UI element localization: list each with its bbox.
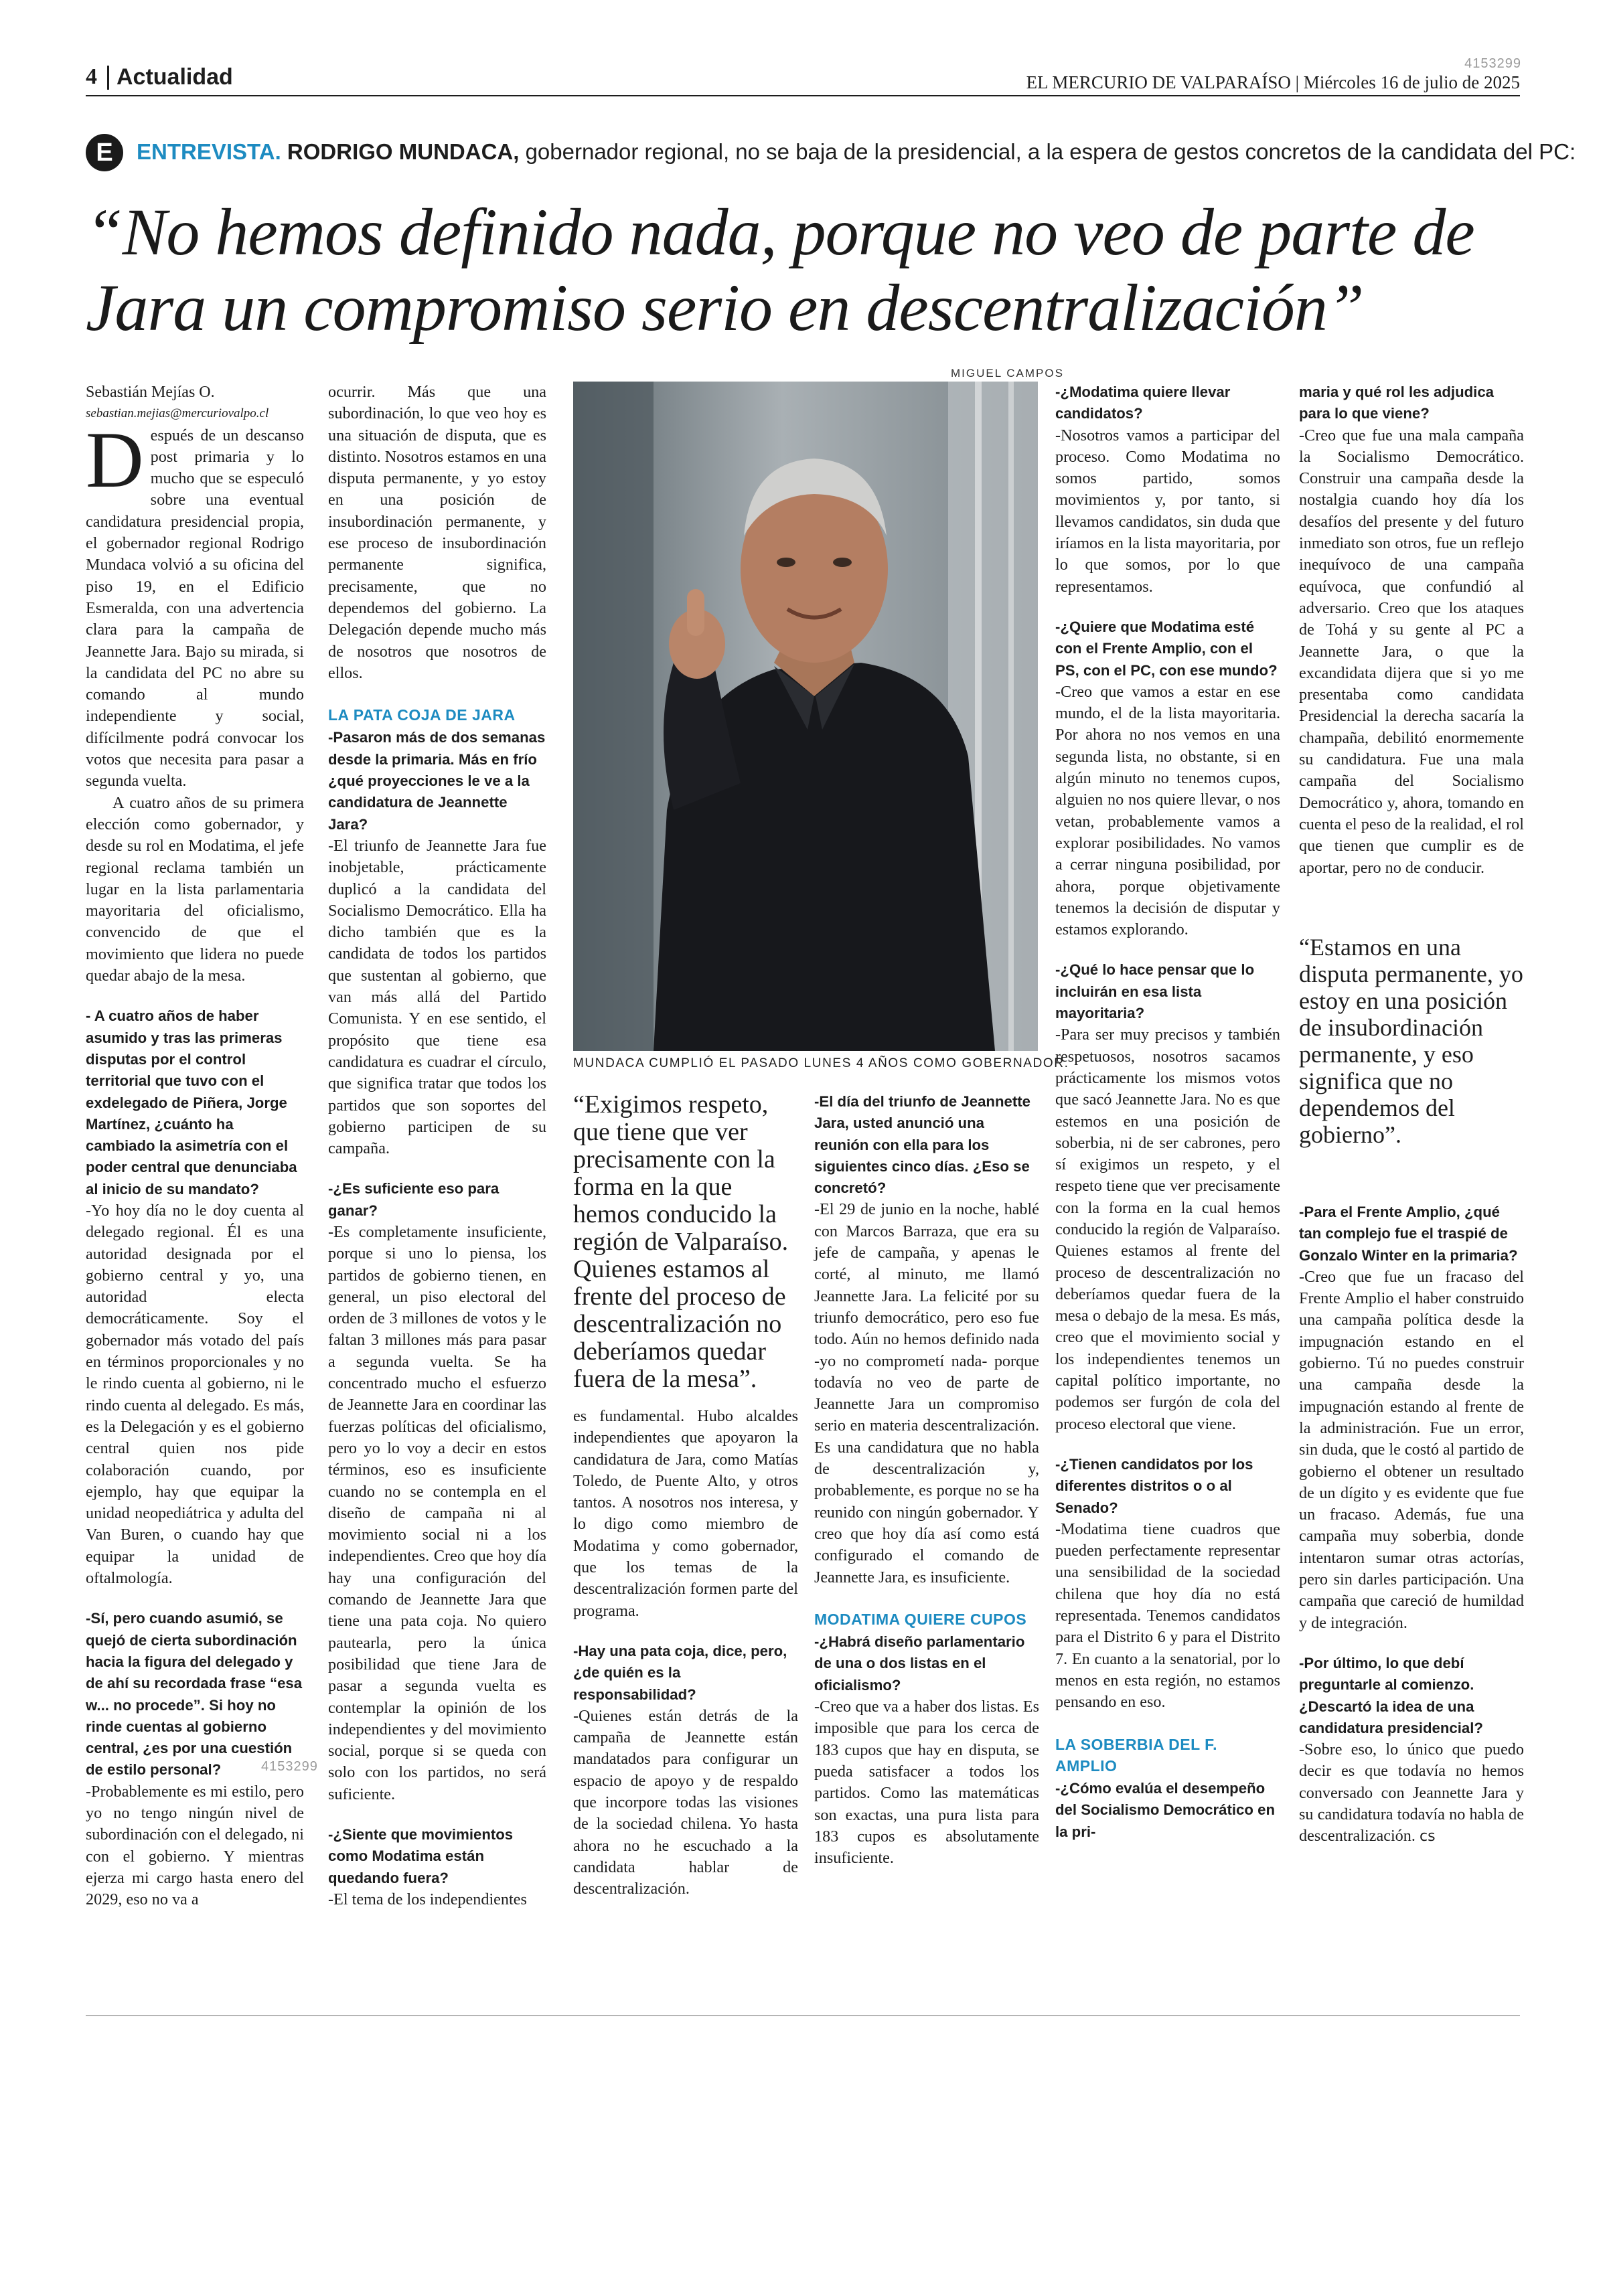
article-column-6 xyxy=(1299,382,1524,879)
kicker-label: ENTREVISTA. xyxy=(137,139,281,164)
answer: -Probablemente es mi estilo, pero yo no tengo ningún nivel de subordinación con el delegado, ni con el gobierno. Y mientras ejerza mi cargo hasta enero del 2029, eso no va a xyxy=(86,1782,304,1909)
watermark: 4153299 xyxy=(261,1759,318,1774)
question: -¿Habrá diseño parlamentario de una o dos listas en el oficialismo? xyxy=(814,1633,1025,1694)
kicker-name: RODRIGO MUNDACA, xyxy=(287,139,520,164)
question: -El día del triunfo de Jeannette Jara, usted anunció una reunión con ella para los siguientes cinco días. ¿Eso se concretó? xyxy=(814,1093,1030,1197)
headline: “No hemos definido nada, porque no veo de parte de Jara un compromiso serio en descentralización” xyxy=(86,195,1474,345)
footer-rule xyxy=(86,2015,1520,2016)
section-title: Actualidad xyxy=(117,64,233,90)
pull-quote: “Estamos en una disputa permanente, yo estoy en una posición de insubordinación permanente, y eso significa que no dependemos del gobierno”. xyxy=(1299,934,1523,1148)
question: -¿Siente que movimientos como Modatima están quedando fuera? xyxy=(328,1826,514,1886)
answer: -Nosotros vamos a participar del proceso. Como Modatima no somos partido, somos movimientos y, por tanto, si llevamos candidatos, sin duda que iríamos en la lista mayoritaria, por lo que somos, por lo que representamos. xyxy=(1055,426,1280,596)
answer: -El triunfo de Jeannette Jara fue inobjetable, prácticamente duplicó a la candidata del Socialismo Democrático. Ella ha dicho también que es la candidata de todos los partidos que sustentan al gobierno, que van más allá del Partido Comunista. Y en ese sentido, el propósito que tiene esa candidatura es cuadrar el círculo, que significa tratar que todos los partidos que son soportes del gobierno participen de su campaña. xyxy=(328,836,546,1158)
article-column-4 xyxy=(814,1091,1039,1869)
answer: -El tema de los independientes xyxy=(328,1890,527,1908)
subheading: LA SOBERBIA DEL F. AMPLIO xyxy=(1055,1735,1217,1775)
answer xyxy=(1299,1739,1524,1848)
end-mark-icon: cs xyxy=(1419,1828,1436,1846)
answer: -Creo que vamos a estar en ese mundo, el de la lista mayoritaria. Por ahora no nos vemos en una segunda lista, no obstante, si en algún minuto no tenemos cupos, alguien no nos quiere llevar, o nos vetan, probablemente vamos a explorar posibilidades. No vamos a cerrar ninguna posibilidad, por ahora, porque objetivamente tenemos la decisión de disputar y estamos explorando. xyxy=(1055,682,1280,939)
question: -Hay una pata coja, dice, pero, ¿de quién es la responsabilidad? xyxy=(573,1642,787,1703)
kicker-line xyxy=(137,139,1576,165)
entrevista-badge-icon: E xyxy=(86,134,123,171)
header-separator xyxy=(107,66,109,90)
question: -¿Quiere que Modatima esté con el Frente Amplio, con el PS, con el PC, con ese mundo? xyxy=(1055,618,1278,679)
question: -¿Es suficiente eso para ganar? xyxy=(328,1180,500,1219)
answer: es fundamental. Hubo alcaldes independientes que apoyaron la candidatura de Jara, como Matías Toledo, de Puente Alto, y otros tantos. A nosotros nos interesa, y lo digo como miembro de Modatima y como gobernador, que los temas de la descentralización formen parte del programa. xyxy=(573,1407,798,1620)
answer: -Yo hoy día no le doy cuenta al delegado regional. Él es una autoridad designada por el gobierno central y yo, una autoridad electa democráticamente. Soy el gobernador más votado del país en términos proporcionales y no le rindo cuenta al gobierno, ni le rindo cuenta al delegado. Es más, es la Delegación y es el gobierno central quien nos pide colaboración cuando, por ejemplo, hay que equipar la unidad neopediátrica y adulta del Van Buren, o cuando hay que equipar la unidad de oftalmología. xyxy=(86,1201,304,1588)
answer: -Creo que va a haber dos listas. Es imposible que para los cerca de 183 cupos que hay en disputa, se pueda satisfacer a todos los partidos. Como las matemáticas son exactas, una pura lista para 183 cupos es absolutamente insuficiente. xyxy=(814,1698,1039,1868)
masthead: EL MERCURIO DE VALPARAÍSO | Miércoles 16 de julio de 2025 xyxy=(1026,72,1520,92)
subheading: MODATIMA QUIERE CUPOS xyxy=(814,1610,1027,1628)
lead-paragraph xyxy=(86,414,304,793)
question: -Sí, pero cuando asumió, se quejó de cierta subordinación hacia la figura del delegado y de ahí su recordada frase “esa w... no procede”. Si hoy no rinde cuentas al gobierno central, ¿es por una cuestión de estilo personal? xyxy=(86,1610,303,1779)
header-rule xyxy=(86,95,1520,96)
question: -Por último, lo que debí preguntarle al comienzo. ¿Descartó la idea de una candidatura presidencial? xyxy=(1299,1654,1483,1736)
question: - A cuatro años de haber asumido y tras las primeras disputas por el control territorial que tuvo con el exdelegado de Piñera, Jorge Martínez, ¿cuánto ha cambiado la asimetría con el poder central que denunciaba al inicio de su mandato? xyxy=(86,1007,297,1198)
article-column-5 xyxy=(1055,382,1280,1843)
photo-caption: MUNDACA CUMPLIÓ EL PASADO LUNES 4 AÑOS COMO GOBERNADOR. xyxy=(573,1056,1069,1070)
question: -Pasaron más de dos semanas desde la primaria. Más en frío ¿qué proyecciones le ve a la candidatura de Jeannette Jara? xyxy=(328,729,546,833)
portrait-photo xyxy=(573,382,1038,1051)
answer: -Creo que fue un fracaso del Frente Amplio el haber construido una campaña política desde la impugnación estando en el gobierno. Tú no puedes construir una campaña desde la impugnación estando al frente de la administración. Fue un error, sin duda, que le costó al partido de gobierno el obtener un resultado de un dígito y es evidente que fue un fracaso. Además, fue una campaña muy soberbia, donde intentaron sumar otras actorías, pero sin darles participación. Una campaña que careció de humildad y de integración. xyxy=(1299,1267,1524,1632)
answer: -Creo que fue una mala campaña la Socialismo Democrático. Construir una campaña desde la nostalgia cuando hoy día los desafíos del presente y del futuro inmediato son otros, fue un reflejo inequívoco de una campaña equívoca, que confundió al adversario. Creo que los ataques de Tohá y su gente al PC a Jeannette Jara, o que la excandidata dijera que si yo me presentaba como candidata Presidencial la derecha sacaría la champaña, debilitó enormemente su candidatura. Fue una mala campaña del Socialismo Democrático y, ahora, tomando en cuenta el peso de la realidad, el rol que tienen que cumplir es de aportar, pero no de conducir. xyxy=(1299,426,1524,877)
answer-text: -Sobre eso, lo único que puedo decir es que todavía no hemos conversado con Jeannette Jara y su candidatura todavía no habla de descentralización. xyxy=(1299,1740,1524,1846)
article-column-3 xyxy=(573,1406,798,1900)
kicker xyxy=(86,134,1576,174)
paragraph: A cuatro años de su primera elección como gobernador, y desde su rol en Modatima, el jefe regional reclama también un lugar en la lista parlamentaria mayoritaria del oficialismo, convencido de que el movimiento que lidera no puede quedar abajo de la mesa. xyxy=(86,793,304,985)
subheading: LA PATA COJA DE JARA xyxy=(328,706,516,724)
pull-quote: “Exigimos respeto, que tiene que ver precisamente con la forma en la que hemos conducido la región de Valparaíso. Quienes estamos al frente del proceso de descentralización no deberíamos quedar fuera de la mesa”. xyxy=(573,1090,789,1393)
answer: -Quienes están detrás de la campaña de Jeannette están mandatados para configurar un espacio de apoyo y de respaldo que incorpore todas las visiones de la sociedad chilena. Yo hasta ahora no he escuchado a la candidata hablar de descentralización. xyxy=(573,1706,798,1898)
question: maria y qué rol les adjudica para lo que viene? xyxy=(1299,384,1495,422)
answer: -Modatima tiene cuadros que pueden perfectamente representar una sensibilidad de la sociedad chilena que hoy día no está representada. Tenemos candidatos para el Distrito 6 y para el Distrito 7. En cuanto a la senatorial, por lo menos en esta región, no estamos pensando en eso. xyxy=(1055,1520,1280,1712)
byline-name: Sebastián Mejías O. xyxy=(86,384,215,401)
page-number: 4 xyxy=(86,64,97,89)
question: -¿Tienen candidatos por los diferentes distritos o o al Senado? xyxy=(1055,1455,1253,1516)
portrait-illustration xyxy=(573,382,1038,1051)
dropcap: D xyxy=(86,414,144,504)
answer: -Es completamente insuficiente, porque si uno lo piensa, los partidos de gobierno tienen, en general, un piso electoral del orden de 3 millones de votos y le faltan 3 millones más para pasar a segunda vuelta. Se ha concentrado mucho el esfuerzo de Jeannette Jara en coordinar las fuerzas políticas del oficialismo, pero yo lo voy a decir en estos términos, eso es insuficiente cuando no se contempla en el diseño de campaña ni al movimiento social ni a los independientes. Creo que hoy día hay una configuración del comando de Jeannette Jara que tiene una pata coja. No quiero pautearla, pero la única posibilidad que tiene Jara de pasar a segunda vuelta es contemplar la opinión de los independientes y del movimiento social, porque si se queda con solo con los partidos, no será suficiente. xyxy=(328,1222,546,1803)
question: -¿Qué lo hace pensar que lo incluirán en esa lista mayoritaria? xyxy=(1055,961,1255,1022)
article-column-1 xyxy=(86,382,304,1910)
photo-credit: MIGUEL CAMPOS xyxy=(951,367,1064,380)
answer: -Para ser muy precisos y también respetuosos, nosotros sacamos prácticamente los mismos votos que sacó Jeannette Jara. No es que estemos en una posición de soberbia, ni de ser cabrones, pero sí exigimos un respeto, y el respeto tiene que ver precisamente con la forma en la cual hemos conducido la región de Valparaíso. Quienes estamos al frente del proceso de descentralización no deberíamos quedar fuera de la mesa o debajo de la mesa. Es más, creo que el movimiento social y los independientes tenemos un capital político importante, no podemos ser furgón de cola del proceso electoral que viene. xyxy=(1055,1026,1280,1433)
article-column-6-continued xyxy=(1299,1202,1524,1848)
answer: -El 29 de junio en la noche, hablé con Marcos Barraza, que era su jefe de campaña, y apenas le corté, al minuto, me llamó Jeannette Jara. La felicité por su triunfo democrático, pero eso fue todo. Aún no hemos definido nada -yo no comprometí nada- porque todavía no veo de parte de Jeannette Jara un compromiso serio en materia descentralización. Es una candidatura que no habla de descentralización y, probablemente, es porque no se ha reunido con ningún gobernador. Y creo que hoy día así como está configurado el comando de Jeannette Jara, es insuficiente. xyxy=(814,1200,1039,1586)
byline-email[interactable]: sebastian.mejias@mercuriovalpo.cl xyxy=(86,406,269,421)
question: -¿Cómo evalúa el desempeño del Socialismo Democrático en la pri- xyxy=(1055,1780,1275,1840)
article-column-2 xyxy=(328,382,546,1910)
answer: ocurrir. Más que una subordinación, lo que veo hoy es una situación de disputa, que es distinto. Nosotros estamos en una disputa permanente, y yo estoy en una posición de insubordinación permanente, y ese proceso de insubordinación permanente significa, precisamente, que no dependemos del gobierno. La Delegación depende mucho más de nosotros que nosotros de ellos. xyxy=(328,383,546,682)
question: -Para el Frente Amplio, ¿qué tan complejo fue el traspié de Gonzalo Winter en la primaria? xyxy=(1299,1204,1518,1264)
watermark: 4153299 xyxy=(1464,56,1521,71)
lead-text: espués de un descanso post primaria y lo mucho que se especuló sobre una eventual candidatura presidencial propia, el gobernador regional Rodrigo Mundaca volvió a su oficina del piso 19, en el Edificio Esmeralda, con una advertencia clara para la campaña de Jeannette Jara. Bajo su mirada, si la candidata del PC no abre su comando al mundo independiente y social, difícilmente podrá convocar los votos que necesita para pasar a segunda vuelta. xyxy=(86,426,304,791)
kicker-text: gobernador regional, no se baja de la presidencial, a la espera de gestos concretos de la candidata del PC: xyxy=(519,139,1576,164)
question: -¿Modatima quiere llevar candidatos? xyxy=(1055,384,1231,422)
